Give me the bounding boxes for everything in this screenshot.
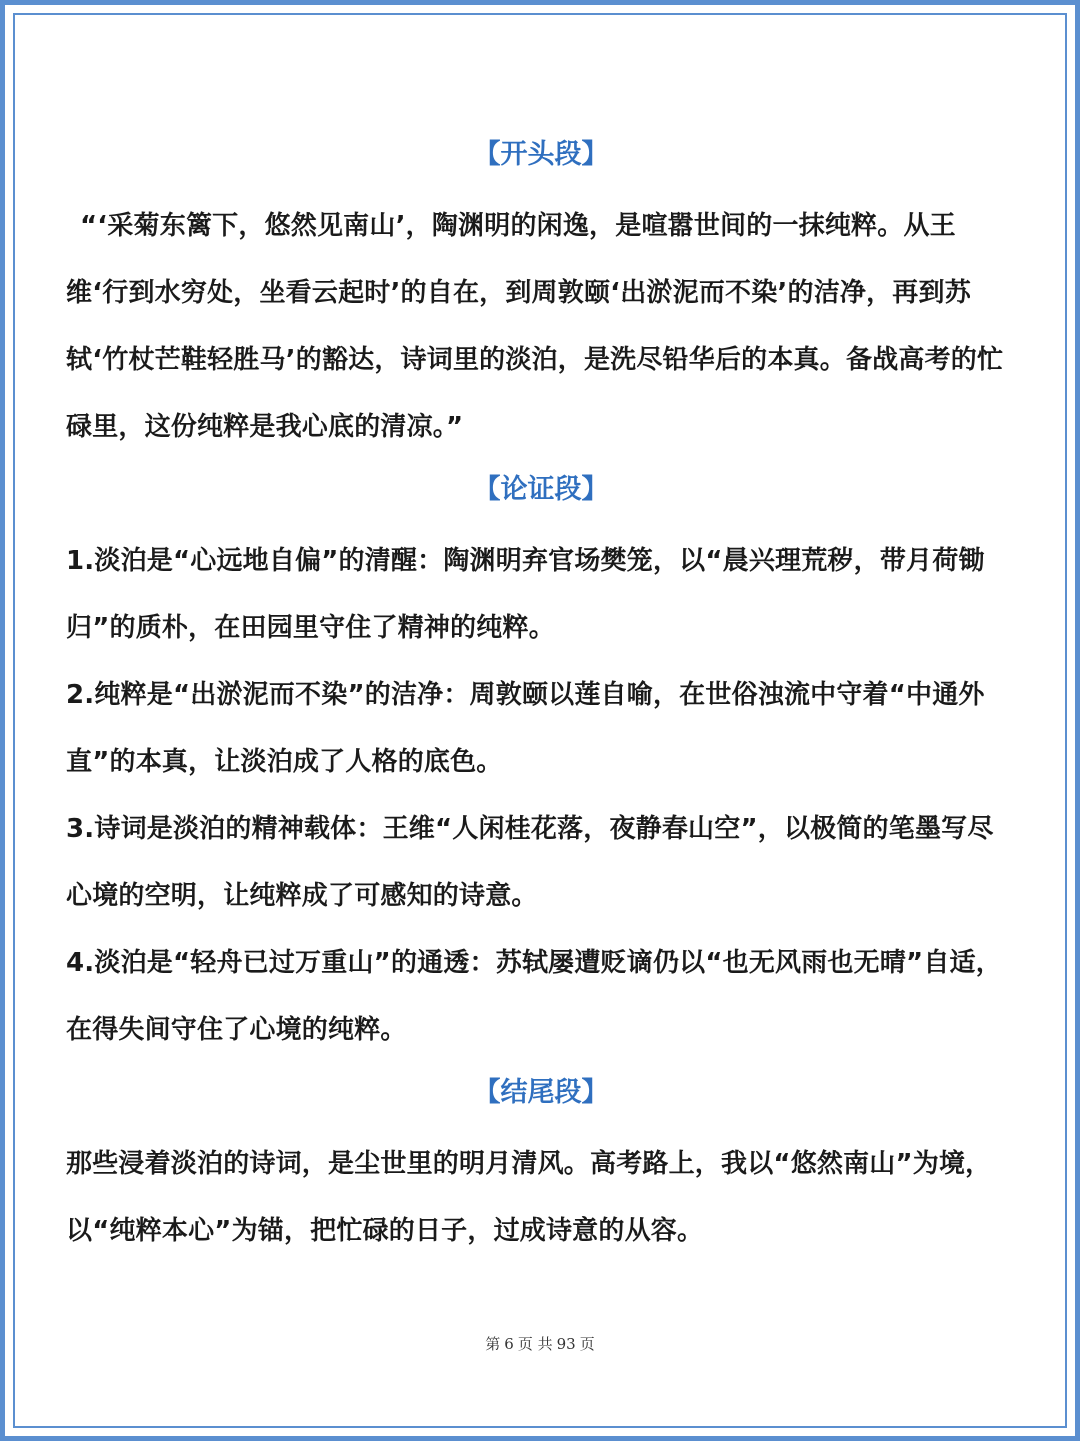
footer-page-number: 6 — [504, 1335, 514, 1353]
closing-heading: 【结尾段】 — [473, 1077, 609, 1108]
footer-mid: 页 共 — [517, 1335, 553, 1353]
argument-point-4: 4.淡泊是“轻舟已过万重山”的通透：苏轼屡遭贬谪仍以“也无风雨也无晴”自适，在得失间守住了心境的纯粹。 — [66, 948, 1002, 1045]
argument-point-3: 3.诗词是淡泊的精神载体：王维“人闲桂花落，夜静春山空”，以极简的笔墨写尽心境的空明，让纯粹成了可感知的诗意。 — [66, 814, 994, 911]
argument-heading: 【论证段】 — [473, 474, 609, 505]
document-body — [66, 126, 1016, 1265]
page-number-footer — [0, 1333, 1080, 1354]
opening-heading: 【开头段】 — [473, 139, 609, 170]
argument-point-2: 2.纯粹是“出淤泥而不染”的洁净：周敦颐以莲自喻，在世俗浊流中守着“中通外直”的本真，让淡泊成了人格的底色。 — [66, 680, 985, 777]
footer-total-pages: 93 — [556, 1335, 576, 1353]
footer-prefix: 第 — [485, 1335, 501, 1353]
footer-suffix: 页 — [579, 1335, 595, 1353]
opening-paragraph: “‘采菊东篱下，悠然见南山’，陶渊明的闲逸，是喧嚣世间的一抹纯粹。从王维‘行到水穷处，坐看云起时’的自在，到周敦颐‘出淤泥而不染’的洁净，再到苏轼‘竹杖芒鞋轻胜马’的豁达，诗词里的淡泊，是洗尽铅华后的本真。备战高考的忙碌里，这份纯粹是我心底的清凉。” — [66, 211, 1004, 442]
argument-point-1: 1.淡泊是“心远地自偏”的清醒：陶渊明弃官场樊笼，以“晨兴理荒秽，带月荷锄归”的质朴，在田园里守住了精神的纯粹。 — [66, 546, 985, 643]
closing-paragraph: 那些浸着淡泊的诗词，是尘世里的明月清风。高考路上，我以“悠然南山”为境，以“纯粹本心”为锚，把忙碌的日子，过成诗意的从容。 — [66, 1149, 992, 1246]
